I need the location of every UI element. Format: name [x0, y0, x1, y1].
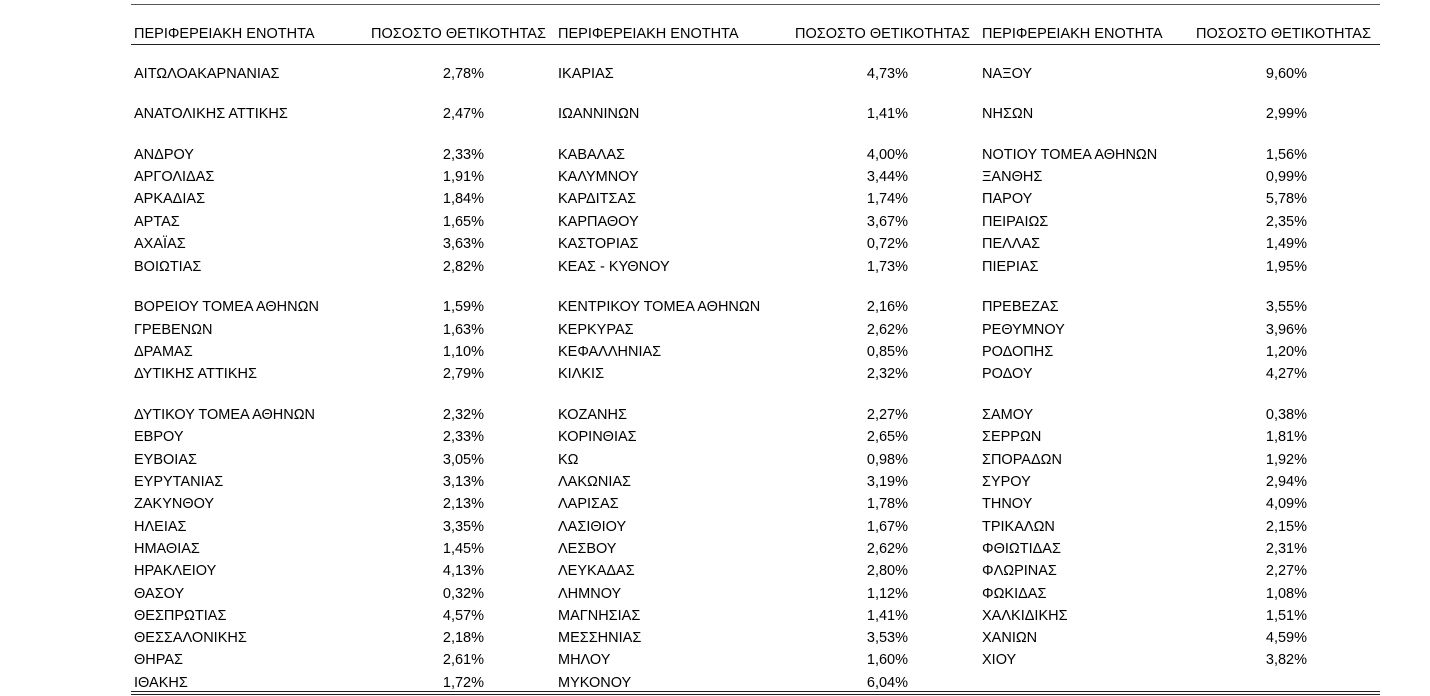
positivity-rate-value: 2,94%	[1265, 474, 1307, 490]
positivity-rate-value: 2,82%	[442, 259, 484, 275]
positivity-rate-value: 2,78%	[442, 66, 484, 82]
positivity-rate-value: 0,98%	[866, 452, 908, 468]
positivity-rate-value: 1,65%	[442, 214, 484, 230]
region-name: ΦΩΚΙΔΑΣ	[982, 586, 1047, 602]
region-name: ΝΟΤΙΟΥ ΤΟΜΕΑ ΑΘΗΝΩΝ	[982, 147, 1158, 163]
positivity-rate-value: 1,12%	[866, 586, 908, 602]
positivity-rate-value: 2,80%	[866, 563, 908, 579]
region-name: ΚΟΡΙΝΘΙΑΣ	[558, 429, 637, 445]
positivity-rate-value: 2,32%	[866, 366, 908, 382]
region-name: ΜΑΓΝΗΣΙΑΣ	[558, 608, 641, 624]
region-name: ΚΕΡΚΥΡΑΣ	[558, 322, 634, 338]
region-name: ΜΗΛΟΥ	[558, 652, 611, 668]
header-rate: ΠΟΣΟΣΤΟ ΘΕΤΙΚΟΤΗΤΑΣ	[371, 26, 546, 42]
region-name: ΣΕΡΡΩΝ	[982, 429, 1042, 445]
region-name: ΡΟΔΟΥ	[982, 366, 1033, 382]
positivity-rate-value: 4,27%	[1265, 366, 1307, 382]
region-name: ΑΝΔΡΟΥ	[134, 147, 194, 163]
region-name: ΗΛΕΙΑΣ	[134, 519, 187, 535]
positivity-rate-value: 6,04%	[866, 675, 908, 691]
positivity-rate-value: 2,62%	[866, 541, 908, 557]
region-name: ΘΑΣΟΥ	[134, 586, 185, 602]
region-name: ΝΗΣΩΝ	[982, 106, 1034, 122]
region-name: ΡΕΘΥΜΝΟΥ	[982, 322, 1065, 338]
region-name: ΧΑΛΚΙΔΙΚΗΣ	[982, 608, 1068, 624]
positivity-rate-value: 1,45%	[442, 541, 484, 557]
positivity-rate-value: 1,78%	[866, 496, 908, 512]
region-name: ΚΑΒΑΛΑΣ	[558, 147, 626, 163]
region-name: ΛΑΣΙΘΙΟΥ	[558, 519, 627, 535]
positivity-rate-value: 0,85%	[866, 344, 908, 360]
top-rule	[131, 4, 1380, 5]
region-name: ΚΑΡΠΑΘΟΥ	[558, 214, 639, 230]
positivity-rate-value: 1,20%	[1265, 344, 1307, 360]
positivity-rate-value: 2,16%	[866, 299, 908, 315]
positivity-rate-value: 2,32%	[442, 407, 484, 423]
positivity-rate-value: 3,19%	[866, 474, 908, 490]
region-name: ΠΡΕΒΕΖΑΣ	[982, 299, 1059, 315]
region-name: ΛΑΚΩΝΙΑΣ	[558, 474, 632, 490]
positivity-rate-value: 1,92%	[1265, 452, 1307, 468]
positivity-rate-value: 3,55%	[1265, 299, 1307, 315]
positivity-rate-value: 3,05%	[442, 452, 484, 468]
region-name: ΔΥΤΙΚΗΣ ΑΤΤΙΚΗΣ	[134, 366, 257, 382]
region-name: ΚΕΦΑΛΛΗΝΙΑΣ	[558, 344, 662, 360]
positivity-rate-value: 1,60%	[866, 652, 908, 668]
region-name: ΧΙΟΥ	[982, 652, 1017, 668]
header-rule	[131, 44, 1380, 45]
header-rate: ΠΟΣΟΣΤΟ ΘΕΤΙΚΟΤΗΤΑΣ	[795, 26, 970, 42]
region-name: ΑΡΤΑΣ	[134, 214, 180, 230]
region-name: ΑΝΑΤΟΛΙΚΗΣ ΑΤΤΙΚΗΣ	[134, 106, 288, 122]
positivity-rate-value: 3,53%	[866, 630, 908, 646]
region-name: ΑΙΤΩΛΟΑΚΑΡΝΑΝΙΑΣ	[134, 66, 280, 82]
positivity-rate-value: 0,38%	[1265, 407, 1307, 423]
region-name: ΒΟΙΩΤΙΑΣ	[134, 259, 202, 275]
region-name: ΤΡΙΚΑΛΩΝ	[982, 519, 1055, 535]
header-region: ΠΕΡΙΦΕΡΕΙΑΚΗ ΕΝΟΤΗΤΑ	[982, 26, 1163, 42]
positivity-rate-value: 1,95%	[1265, 259, 1307, 275]
region-name: ΠΑΡΟΥ	[982, 191, 1033, 207]
positivity-rate-value: 1,81%	[1265, 429, 1307, 445]
positivity-rate-value: 1,73%	[866, 259, 908, 275]
region-name: ΚΟΖΑΝΗΣ	[558, 407, 627, 423]
region-name: ΚΩ	[558, 452, 579, 468]
region-name: ΑΧΑΪΑΣ	[134, 236, 186, 252]
region-name: ΛΗΜΝΟΥ	[558, 586, 622, 602]
positivity-rate-value: 2,13%	[442, 496, 484, 512]
positivity-rate-value: 2,18%	[442, 630, 484, 646]
region-name: ΣΠΟΡΑΔΩΝ	[982, 452, 1062, 468]
region-name: ΧΑΝΙΩΝ	[982, 630, 1038, 646]
positivity-rate-value: 1,56%	[1265, 147, 1307, 163]
region-name: ΓΡΕΒΕΝΩΝ	[134, 322, 213, 338]
region-name: ΦΘΙΩΤΙΔΑΣ	[982, 541, 1061, 557]
region-name: ΘΕΣΠΡΩΤΙΑΣ	[134, 608, 227, 624]
positivity-rate-value: 0,99%	[1265, 169, 1307, 185]
region-name: ΙΩΑΝΝΙΝΩΝ	[558, 106, 640, 122]
region-name: ΦΛΩΡΙΝΑΣ	[982, 563, 1057, 579]
positivity-rate-value: 1,51%	[1265, 608, 1307, 624]
region-name: ΛΑΡΙΣΑΣ	[558, 496, 619, 512]
region-name: ΑΡΚΑΔΙΑΣ	[134, 191, 206, 207]
region-name: ΛΕΥΚΑΔΑΣ	[558, 563, 635, 579]
positivity-rate-value: 2,62%	[866, 322, 908, 338]
region-name: ΘΕΣΣΑΛΟΝΙΚΗΣ	[134, 630, 247, 646]
positivity-rate-value: 1,67%	[866, 519, 908, 535]
region-name: ΠΕΛΛΑΣ	[982, 236, 1041, 252]
positivity-rate-value: 2,15%	[1265, 519, 1307, 535]
positivity-rate-value: 2,33%	[442, 429, 484, 445]
positivity-rate-value: 1,59%	[442, 299, 484, 315]
region-name: ΗΜΑΘΙΑΣ	[134, 541, 200, 557]
positivity-rate-value: 1,49%	[1265, 236, 1307, 252]
positivity-rate-value: 1,10%	[442, 344, 484, 360]
positivity-rate-value: 3,67%	[866, 214, 908, 230]
positivity-rate-value: 4,73%	[866, 66, 908, 82]
region-name: ΚΑΡΔΙΤΣΑΣ	[558, 191, 637, 207]
bottom-rule-double	[131, 694, 1380, 695]
region-name: ΕΥΒΟΙΑΣ	[134, 452, 197, 468]
positivity-rate-value: 2,33%	[442, 147, 484, 163]
positivity-rate-value: 3,63%	[442, 236, 484, 252]
positivity-rate-value: 5,78%	[1265, 191, 1307, 207]
positivity-rate-value: 3,96%	[1265, 322, 1307, 338]
region-name: ΚΑΣΤΟΡΙΑΣ	[558, 236, 639, 252]
region-name: ΜΥΚΟΝΟΥ	[558, 675, 632, 691]
header-region: ΠΕΡΙΦΕΡΕΙΑΚΗ ΕΝΟΤΗΤΑ	[134, 26, 315, 42]
region-name: ΖΑΚΥΝΘΟΥ	[134, 496, 215, 512]
positivity-rate-value: 4,13%	[442, 563, 484, 579]
region-name: ΕΥΡΥΤΑΝΙΑΣ	[134, 474, 224, 490]
region-name: ΜΕΣΣΗΝΙΑΣ	[558, 630, 642, 646]
positivity-rate-value: 2,61%	[442, 652, 484, 668]
positivity-rate-value: 2,27%	[866, 407, 908, 423]
header-region: ΠΕΡΙΦΕΡΕΙΑΚΗ ΕΝΟΤΗΤΑ	[558, 26, 739, 42]
region-name: ΞΑΝΘΗΣ	[982, 169, 1043, 185]
positivity-rate-value: 3,35%	[442, 519, 484, 535]
region-name: ΒΟΡΕΙΟΥ ΤΟΜΕΑ ΑΘΗΝΩΝ	[134, 299, 319, 315]
region-name: ΙΘΑΚΗΣ	[134, 675, 188, 691]
region-name: ΙΚΑΡΙΑΣ	[558, 66, 614, 82]
region-name: ΤΗΝΟΥ	[982, 496, 1033, 512]
region-name: ΚΕΑΣ - ΚΥΘΝΟΥ	[558, 259, 670, 275]
positivity-rate-value: 1,84%	[442, 191, 484, 207]
region-name: ΔΥΤΙΚΟΥ ΤΟΜΕΑ ΑΘΗΝΩΝ	[134, 407, 316, 423]
positivity-rate-value: 2,65%	[866, 429, 908, 445]
region-name: ΛΕΣΒΟΥ	[558, 541, 617, 557]
positivity-rate-value: 4,00%	[866, 147, 908, 163]
positivity-rate-value: 3,13%	[442, 474, 484, 490]
region-name: ΚΑΛΥΜΝΟΥ	[558, 169, 639, 185]
positivity-rate-value: 2,31%	[1265, 541, 1307, 557]
region-name: ΠΕΙΡΑΙΩΣ	[982, 214, 1049, 230]
positivity-rate-value: 1,41%	[866, 608, 908, 624]
positivity-rate-value: 4,57%	[442, 608, 484, 624]
region-name: ΗΡΑΚΛΕΙΟΥ	[134, 563, 217, 579]
region-name: ΑΡΓΟΛΙΔΑΣ	[134, 169, 215, 185]
positivity-rate-value: 9,60%	[1265, 66, 1307, 82]
positivity-rate-value: 1,08%	[1265, 586, 1307, 602]
region-name: ΡΟΔΟΠΗΣ	[982, 344, 1054, 360]
positivity-rate-value: 3,44%	[866, 169, 908, 185]
region-name: ΣΥΡΟΥ	[982, 474, 1031, 490]
region-name: ΣΑΜΟΥ	[982, 407, 1034, 423]
positivity-rate-value: 0,32%	[442, 586, 484, 602]
region-name: ΘΗΡΑΣ	[134, 652, 183, 668]
positivity-rate-value: 2,47%	[442, 106, 484, 122]
region-name: ΝΑΞΟΥ	[982, 66, 1033, 82]
positivity-rate-value: 0,72%	[866, 236, 908, 252]
positivity-rate-value: 2,35%	[1265, 214, 1307, 230]
region-name: ΚΙΛΚΙΣ	[558, 366, 605, 382]
positivity-rate-value: 4,59%	[1265, 630, 1307, 646]
positivity-rate-value: 1,72%	[442, 675, 484, 691]
positivity-rate-value: 4,09%	[1265, 496, 1307, 512]
header-rate: ΠΟΣΟΣΤΟ ΘΕΤΙΚΟΤΗΤΑΣ	[1196, 26, 1371, 42]
region-name: ΔΡΑΜΑΣ	[134, 344, 193, 360]
positivity-rate-value: 1,63%	[442, 322, 484, 338]
region-name: ΠΙΕΡΙΑΣ	[982, 259, 1039, 275]
positivity-rate-value: 1,91%	[442, 169, 484, 185]
bottom-rule	[131, 691, 1380, 692]
region-name: ΕΒΡΟΥ	[134, 429, 184, 445]
positivity-rate-value: 2,99%	[1265, 106, 1307, 122]
positivity-rate-value: 1,41%	[866, 106, 908, 122]
positivity-rate-value: 3,82%	[1265, 652, 1307, 668]
positivity-rate-value: 2,79%	[442, 366, 484, 382]
positivity-rate-value: 1,74%	[866, 191, 908, 207]
region-name: ΚΕΝΤΡΙΚΟΥ ΤΟΜΕΑ ΑΘΗΝΩΝ	[558, 299, 761, 315]
positivity-rate-value: 2,27%	[1265, 563, 1307, 579]
